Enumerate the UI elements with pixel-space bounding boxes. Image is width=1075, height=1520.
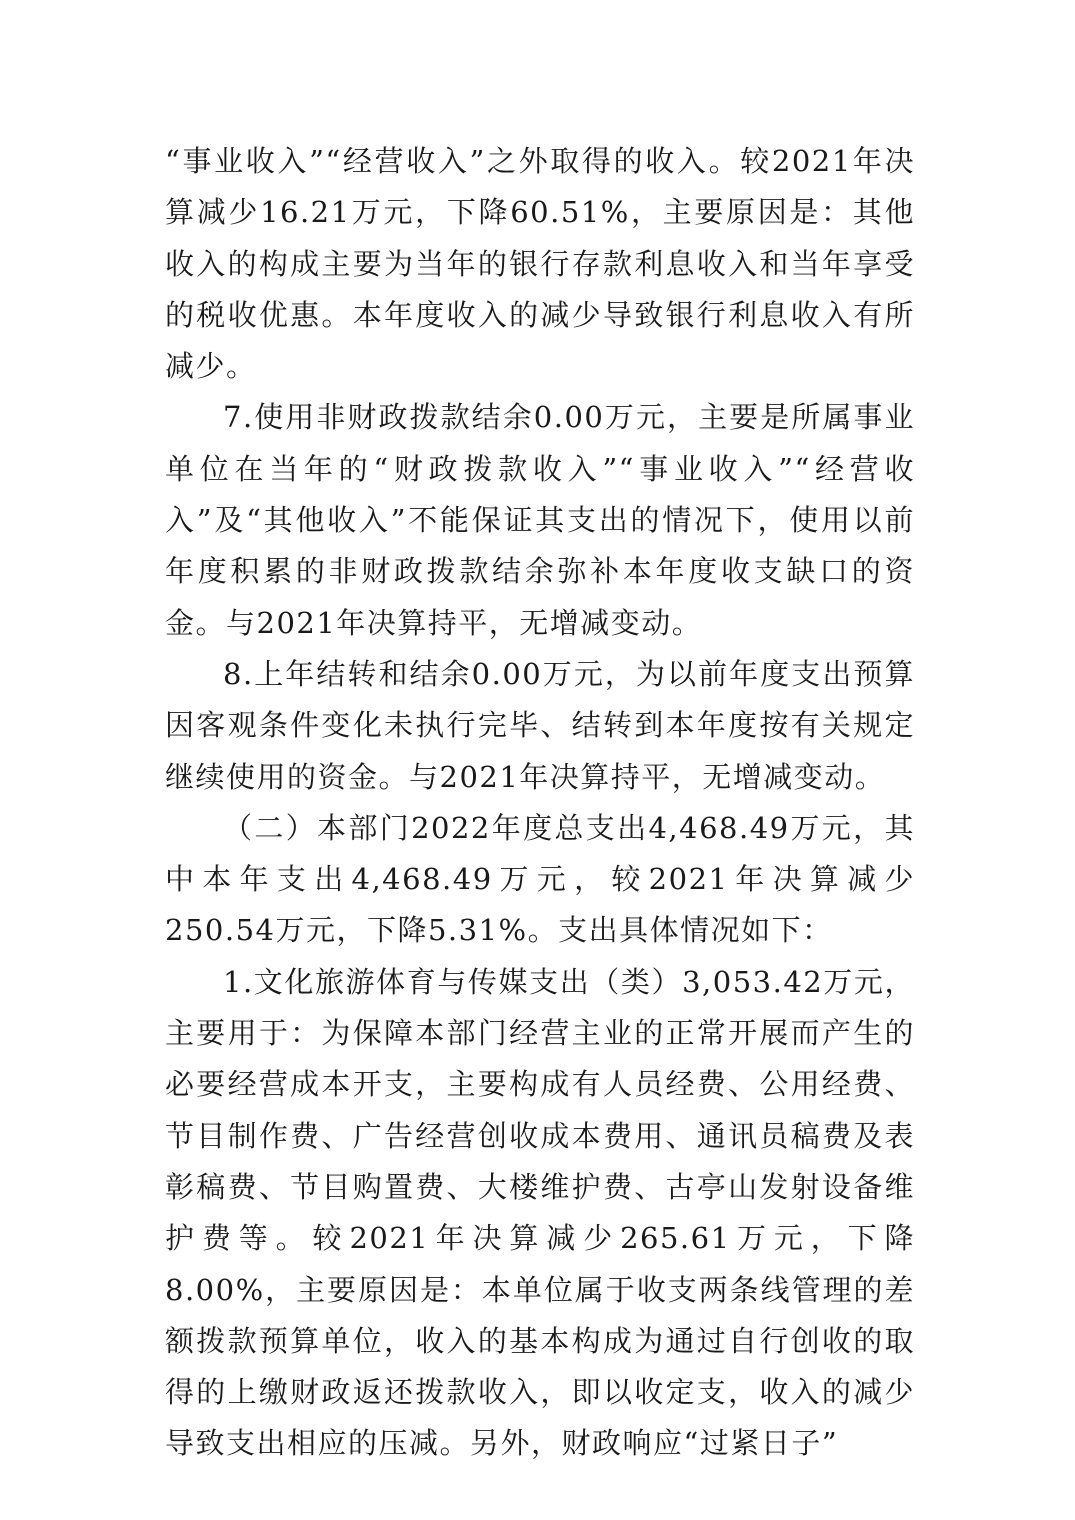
paragraph-section-2-total-expenditure: （二）本部门2022年度总支出4,468.49万元，其中本年支出4,468.49万元，较2021年决算减少250.54万元，下降5.31%。支出具体情况如下： bbox=[165, 810, 915, 948]
paragraph-item-1-culture-expenditure: 1.文化旅游体育与传媒支出（类）3,053.42万元，主要用于：为保障本部门经营主业的正常开展而产生的必要经营成本开支，主要构成有人员经费、公用经费、节目制作费、广告经营创收成本费用、通讯员稿费及表彰稿费、节目购置费、大楼维护费、古亭山发射设备维护费等。较2021年决算减少265.61万元，下降8.00%，主要原因是：本单位属于收支两条线管理的差额拨款预算单位，收入的基本构成为通过自行创收的取得的上缴财政返还拨款收入，即以收定支，收入的减少导致支出相应的压减。另外，财政响应“过紧日子” bbox=[165, 964, 915, 1461]
paragraph-other-income-continued: “事业收入”“经营收入”之外取得的收入。较2021年决算减少16.21万元，下降60.51%，主要原因是：其他收入的构成主要为当年的银行存款利息收入和当年享受的税收优惠。本年度收入的减少导致银行利息收入有所减少。 bbox=[165, 144, 915, 384]
paragraph-item-8: 8.上年结转和结余0.00万元，为以前年度支出预算因客观条件变化未执行完毕、结转到本年度按有关规定继续使用的资金。与2021年决算持平，无增减变动。 bbox=[165, 656, 915, 794]
paragraph-item-7: 7.使用非财政拨款结余0.00万元，主要是所属事业单位在当年的“财政拨款收入”“事业收入”“经营收入”及“其他收入”不能保证其支出的情况下，使用以前年度积累的非财政拨款结余弥补本年度收支缺口的资金。与2021年决算持平，无增减变动。 bbox=[165, 400, 915, 640]
body-text bbox=[165, 136, 915, 1470]
